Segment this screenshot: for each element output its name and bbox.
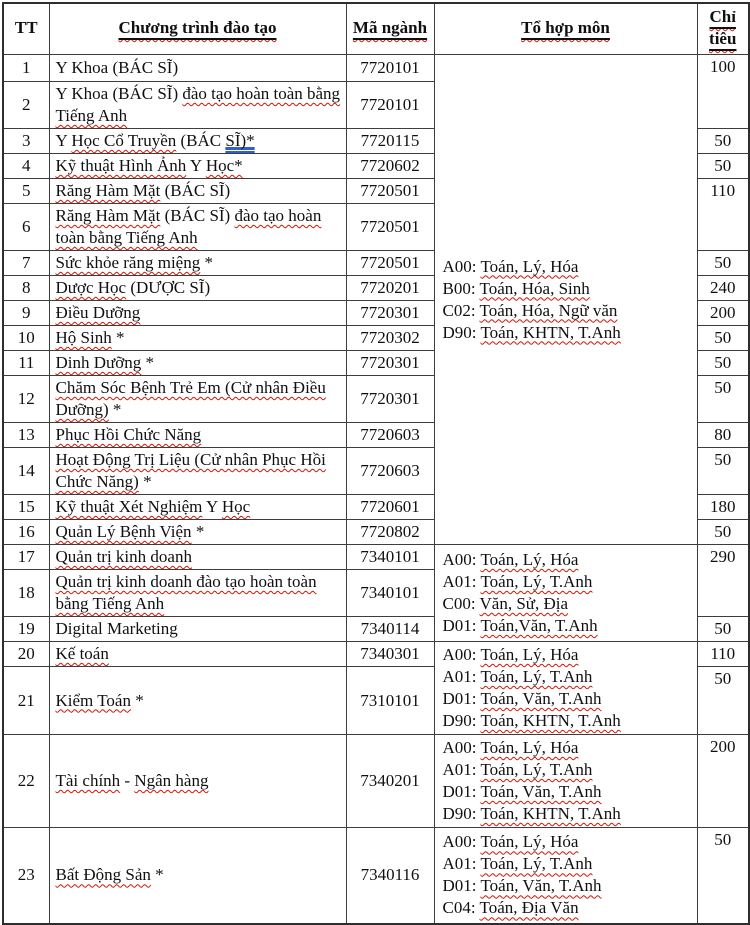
- spellcheck-underline: Quản trị kinh doanh: [55, 547, 192, 566]
- combination-subjects: Toán, KHTN, T.Anh: [480, 804, 621, 823]
- combination-subjects: Toán, Văn, T.Anh: [480, 782, 602, 801]
- quota-cell: 50: [697, 251, 749, 276]
- combination-subjects: Toán,Văn, T.Anh: [480, 616, 598, 635]
- combination-subjects: Toán, Lý, T.Anh: [480, 854, 593, 874]
- row-number: 18: [3, 570, 49, 617]
- quota-cell: 50: [697, 617, 749, 642]
- table-row: [3, 828, 749, 924]
- row-number: 16: [3, 520, 49, 545]
- program-name-cell: Dược Học (DƯỢC SĨ): [49, 276, 346, 301]
- combination-code: A01:: [442, 760, 481, 779]
- major-code-cell: 7720501: [346, 251, 434, 276]
- quota-cell: 50: [697, 448, 749, 495]
- major-code-cell: 7340116: [346, 828, 434, 924]
- spellcheck-underline: Tài chính: [55, 771, 121, 790]
- row-number: 12: [3, 376, 49, 423]
- subject-combination-cell: [434, 828, 697, 924]
- combination-line: [443, 688, 695, 710]
- combination-subjects: Toán, Hóa, Sinh: [479, 278, 590, 298]
- program-name-cell: Kiểm Toán *: [49, 667, 346, 735]
- major-code-cell: 7310101: [346, 667, 434, 735]
- combination-subjects: Toán, KHTN, T.Anh: [480, 322, 621, 342]
- program-name-cell: Hộ Sinh *: [49, 326, 346, 351]
- combination-line: [443, 897, 695, 919]
- combination-subjects: Toán, Địa Văn: [479, 898, 579, 918]
- quota-cell: 110: [697, 642, 749, 667]
- subject-combination-cell: [434, 55, 697, 545]
- spellcheck-underline: Kế toán: [55, 644, 109, 663]
- col-header-tt: [3, 3, 49, 55]
- combination-code: A00:: [442, 256, 481, 276]
- spellcheck-underline: Quản Lý Bệnh Viện: [55, 522, 192, 541]
- major-code-cell: 7720201: [346, 276, 434, 301]
- major-code-cell: 7720301: [346, 351, 434, 376]
- spellcheck-underline: Hộ Sinh: [55, 328, 112, 347]
- spellcheck-underline: Dinh Dưỡng: [55, 353, 142, 372]
- spellcheck-underline: Học Cổ Truyền: [71, 131, 177, 150]
- program-name-cell: Y Khoa (BÁC SĨ) đào tạo hoàn toàn bằng Tiếng Anh: [49, 82, 346, 129]
- row-number: 23: [3, 828, 49, 924]
- row-number: 19: [3, 617, 49, 642]
- subject-combination-cell: [434, 642, 697, 735]
- combination-line: [443, 853, 695, 875]
- col-header-program-label: Chương trình đào tạo: [118, 18, 277, 37]
- major-code-cell: 7340201: [346, 735, 434, 828]
- major-code-cell: 7340114: [346, 617, 434, 642]
- table-body: [3, 55, 749, 924]
- combination-subjects: Toán, Lý, Hóa: [480, 550, 579, 569]
- major-code-cell: 7720101: [346, 55, 434, 82]
- quota-cell: 200: [697, 735, 749, 828]
- quota-cell: 50: [697, 351, 749, 376]
- major-code-cell: 7720301: [346, 376, 434, 423]
- combination-code: D90:: [442, 711, 481, 730]
- quota-cell: 50: [697, 129, 749, 154]
- admissions-quota-table: [2, 2, 750, 925]
- combination-subjects: Toán, Lý, T.Anh: [480, 572, 593, 591]
- combination-code: C02:: [442, 300, 480, 320]
- combination-code: A00:: [442, 645, 481, 664]
- row-number: 6: [3, 204, 49, 251]
- quota-cell: 50: [697, 667, 749, 735]
- spellcheck-underline: Kỹ thuật Hình Ảnh: [55, 156, 187, 175]
- subject-combination-cell: [434, 545, 697, 642]
- quota-cell: 50: [697, 326, 749, 351]
- quota-cell: 50: [697, 154, 749, 179]
- combination-code: D01:: [442, 782, 481, 801]
- major-code-cell: 7720602: [346, 154, 434, 179]
- row-number: 2: [3, 82, 49, 129]
- row-number: 13: [3, 423, 49, 448]
- header-row: [3, 3, 749, 55]
- program-name-cell: Bất Động Sản *: [49, 828, 346, 924]
- spellcheck-underline: Chăm Sóc Bệnh Trẻ Em (Cử nhân Điều Dưỡng): [55, 378, 326, 419]
- spellcheck-underline: Quản trị kinh doanh đào tạo hoàn toàn bằng Tiếng Anh: [55, 572, 317, 613]
- major-code-cell: 7720101: [346, 82, 434, 129]
- row-number: 4: [3, 154, 49, 179]
- combination-subjects: Toán, Lý, Hóa: [480, 738, 579, 757]
- row-number: 14: [3, 448, 49, 495]
- program-name-cell: Tài chính - Ngân hàng: [49, 735, 346, 828]
- combination-code: D01:: [442, 616, 481, 635]
- combination-code: A01:: [442, 667, 481, 686]
- program-name-cell: Chăm Sóc Bệnh Trẻ Em (Cử nhân Điều Dưỡng) *: [49, 376, 346, 423]
- major-code-cell: 7720301: [346, 301, 434, 326]
- combination-code: D90:: [442, 322, 481, 342]
- row-number: 10: [3, 326, 49, 351]
- col-header-combination-label: Tổ hợp môn: [521, 18, 610, 37]
- row-number: 20: [3, 642, 49, 667]
- col-header-code-label: Mã ngành: [352, 18, 428, 37]
- spellcheck-underline: Phục Hồi Chức Năng: [55, 425, 202, 444]
- col-header-combination: [434, 3, 697, 55]
- combination-line: [443, 571, 695, 593]
- major-code-cell: 7720601: [346, 495, 434, 520]
- quota-cell: 80: [697, 423, 749, 448]
- program-name-cell: [49, 545, 346, 570]
- program-name-cell: Quản Lý Bệnh Viện *: [49, 520, 346, 545]
- row-number: 8: [3, 276, 49, 301]
- spellcheck-underline: Ngân hàng: [134, 771, 209, 790]
- row-number: 9: [3, 301, 49, 326]
- program-name-cell: Răng Hàm Mặt (BÁC SĨ) đào tạo hoàn toàn bằng Tiếng Anh: [49, 204, 346, 251]
- row-number: 7: [3, 251, 49, 276]
- combination-code: A00:: [442, 832, 481, 852]
- quota-cell: 50: [697, 376, 749, 423]
- spellcheck-underline: Răng Hàm Mặt: [55, 206, 161, 225]
- major-code-cell: 7720302: [346, 326, 434, 351]
- major-code-cell: 7720501: [346, 179, 434, 204]
- combination-line: [443, 615, 695, 637]
- table-row: [3, 55, 749, 82]
- major-code-cell: 7720115: [346, 129, 434, 154]
- combination-line: [443, 644, 695, 666]
- combination-line: [443, 322, 695, 344]
- combination-code: A00:: [442, 550, 481, 569]
- program-name-cell: [49, 423, 346, 448]
- col-header-quota-label: Chỉ tiêu: [709, 7, 737, 48]
- col-header-program: [49, 3, 346, 55]
- program-name-cell: [49, 570, 346, 617]
- combination-code: C00:: [442, 594, 480, 613]
- major-code-cell: 7720501: [346, 204, 434, 251]
- spellcheck-underline: Điều Dưỡng: [55, 303, 141, 322]
- program-name-cell: Kỹ thuật Hình Ảnh Y Học*: [49, 154, 346, 179]
- combination-subjects: Toán, Văn, T.Anh: [480, 689, 602, 708]
- spellcheck-underline: Răng Hàm Mặt: [55, 181, 161, 200]
- spellcheck-underline: Học: [221, 497, 251, 516]
- spellcheck-underline: Bất Động Sản: [55, 865, 151, 885]
- quota-cell: 180: [697, 495, 749, 520]
- combination-code: D01:: [442, 876, 481, 896]
- combination-line: [443, 300, 695, 322]
- program-name-cell: [49, 301, 346, 326]
- quota-cell: 200: [697, 301, 749, 326]
- major-code-cell: 7720802: [346, 520, 434, 545]
- program-name-cell: Y Khoa (BÁC SĨ): [49, 55, 346, 82]
- combination-code: C04:: [442, 898, 480, 918]
- quota-cell: 50: [697, 520, 749, 545]
- combination-code: A01:: [442, 572, 481, 591]
- table-row: [3, 735, 749, 828]
- quota-cell: 50: [697, 828, 749, 924]
- row-number: 15: [3, 495, 49, 520]
- program-name-cell: Y Học Cổ Truyền (BÁC SĨ)*: [49, 129, 346, 154]
- grammar-underline: SĨ)*: [225, 131, 255, 150]
- col-header-tt-label: TT: [14, 18, 38, 37]
- combination-line: [443, 666, 695, 688]
- major-code-cell: 7340101: [346, 570, 434, 617]
- program-name-cell: Digital Marketing: [49, 617, 346, 642]
- spellcheck-underline: Hoạt Động Trị Liệu (Cử nhân Phục Hồi Chức Năng): [55, 450, 326, 491]
- combination-subjects: Văn, Sử, Địa: [479, 594, 569, 613]
- combination-code: A00:: [442, 738, 481, 757]
- combination-code: A01:: [442, 854, 481, 874]
- spellcheck-underline: Kiểm Toán: [55, 690, 131, 710]
- combination-subjects: Toán, Lý, Hóa: [480, 256, 579, 276]
- spellcheck-underline: Kỹ thuật Xét Nghiệm: [55, 497, 203, 516]
- program-name-cell: Răng Hàm Mặt (BÁC SĨ): [49, 179, 346, 204]
- combination-subjects: Toán, Văn, T.Anh: [480, 876, 602, 896]
- row-number: 21: [3, 667, 49, 735]
- spellcheck-underline: Dược Học: [55, 278, 127, 297]
- spellcheck-underline: đào tạo hoàn toàn bằng Tiếng Anh: [55, 84, 341, 125]
- row-number: 22: [3, 735, 49, 828]
- combination-subjects: Toán, KHTN, T.Anh: [480, 711, 621, 730]
- combination-subjects: Toán, Hóa, Ngữ văn: [479, 300, 618, 320]
- program-name-cell: Dinh Dưỡng *: [49, 351, 346, 376]
- spellcheck-underline: đào tạo hoàn toàn bằng Tiếng Anh: [55, 206, 322, 247]
- combination-line: [443, 593, 695, 615]
- combination-line: [443, 759, 695, 781]
- row-number: 5: [3, 179, 49, 204]
- combination-line: [443, 710, 695, 732]
- combination-line: [443, 549, 695, 571]
- combination-subjects: Toán, Lý, Hóa: [480, 832, 579, 852]
- col-header-code: [346, 3, 434, 55]
- combination-code: D01:: [442, 689, 481, 708]
- quota-cell: 240: [697, 276, 749, 301]
- combination-line: [443, 875, 695, 897]
- major-code-cell: 7720603: [346, 448, 434, 495]
- program-name-cell: [49, 642, 346, 667]
- combination-code: B00:: [442, 278, 480, 298]
- combination-line: [443, 803, 695, 825]
- combination-code: D90:: [442, 804, 481, 823]
- quota-cell: 100: [697, 55, 749, 129]
- spellcheck-underline: Học*: [205, 156, 243, 175]
- program-name-cell: Sức khỏe răng miệng *: [49, 251, 346, 276]
- major-code-cell: 7340101: [346, 545, 434, 570]
- program-name-cell: Kỹ thuật Xét Nghiệm Y Học: [49, 495, 346, 520]
- quota-cell: 110: [697, 179, 749, 251]
- program-name-cell: Hoạt Động Trị Liệu (Cử nhân Phục Hồi Chức Năng) *: [49, 448, 346, 495]
- combination-line: [443, 831, 695, 853]
- combination-line: [443, 256, 695, 278]
- major-code-cell: 7340301: [346, 642, 434, 667]
- combination-subjects: Toán, Lý, Hóa: [480, 645, 579, 664]
- spellcheck-underline: Sức khỏe răng miệng: [55, 253, 201, 272]
- combination-line: [443, 278, 695, 300]
- major-code-cell: 7720603: [346, 423, 434, 448]
- row-number: 11: [3, 351, 49, 376]
- combination-subjects: Toán, Lý, T.Anh: [480, 667, 593, 686]
- combination-line: [443, 737, 695, 759]
- table-row: [3, 545, 749, 570]
- col-header-quota: [697, 3, 749, 55]
- row-number: 17: [3, 545, 49, 570]
- row-number: 3: [3, 129, 49, 154]
- combination-subjects: Toán, Lý, T.Anh: [480, 760, 593, 779]
- quota-cell: 290: [697, 545, 749, 617]
- table-row: [3, 642, 749, 667]
- combination-line: [443, 781, 695, 803]
- row-number: 1: [3, 55, 49, 82]
- subject-combination-cell: [434, 735, 697, 828]
